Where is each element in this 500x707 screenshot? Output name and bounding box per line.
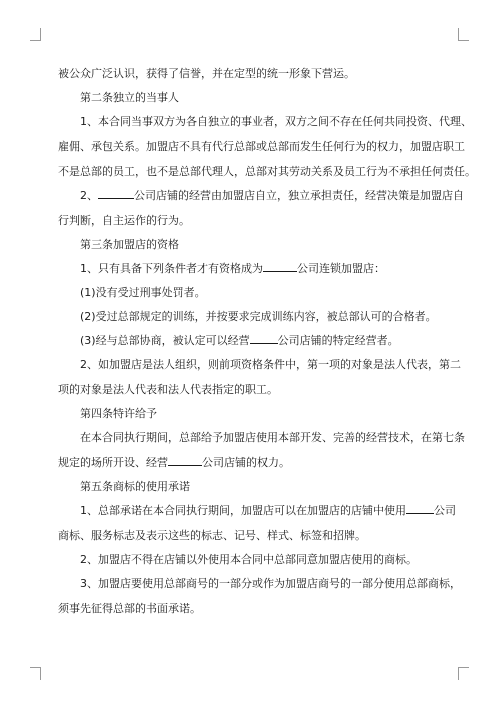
- paragraph-text: 2、如加盟店是法人组织，则前项资格条件中，第一项的对象是法人代表，第二: [80, 358, 461, 371]
- paragraph-text: 1、总部承诺在本合同执行期间，加盟店可以在加盟店的店铺中使用: [80, 504, 406, 517]
- section-heading-article-3: 第三条加盟店的资格: [80, 238, 179, 251]
- paragraph-text: 商标、服务标志及表示这些的标志、记号、样式、标签和招牌。: [58, 529, 366, 542]
- crop-mark-top-left: [30, 28, 41, 41]
- paragraph-text: 在本合同执行期间，总部给予加盟店使用本部开发、完善的经营技术，在第七条: [80, 431, 465, 444]
- paragraph-text: 3、加盟店要使用总部商号的一部分或作为加盟店商号的一部分使用总部商标，: [80, 577, 461, 590]
- paragraph-text: 公司店铺的特定经营者。: [277, 334, 399, 347]
- section-heading-article-4: 第四条特许给予: [80, 407, 157, 420]
- paragraph-text: 1、只有具备下列条件者才有资格成为: [80, 262, 263, 275]
- paragraph-text: 雇佣、承包关系。加盟店不具有代行总部或总部而发生任何行为的权力，加盟店职工: [58, 140, 465, 153]
- paragraph-text: 公司店铺的权力。: [202, 456, 290, 469]
- list-item: (2)受过总部规定的训练，并按要求完成训练内容，被总部认可的合格者。: [80, 310, 437, 323]
- paragraph-text: 公司连锁加盟店：: [297, 262, 385, 275]
- fill-in-blank: [168, 455, 202, 466]
- paragraph-text: 项的对象是法人代表和法人代表指定的职工。: [58, 383, 278, 396]
- paragraph-text: 公司店铺的经营由加盟店自立，独立承担责任，经营决策是加盟店自: [134, 189, 464, 202]
- fill-in-blank: [250, 333, 278, 344]
- paragraph-text: 不是总部的员工，也不是总部代理人，总部对其劳动关系及员工行为不承担任何责任。: [58, 165, 476, 178]
- paragraph-text: 规定的场所开设、经营: [58, 456, 168, 469]
- crop-mark-top-right: [458, 28, 469, 41]
- list-item-with-blank: [58, 333, 450, 348]
- paragraph-text: (3)经与总部协商，被认定可以经营: [80, 334, 250, 347]
- list-item: (1)没有受过刑事处罚者。: [80, 286, 206, 299]
- paragraph-with-blank: [58, 261, 450, 276]
- crop-mark-bottom-right: [458, 667, 469, 680]
- section-heading-article-2: 第二条独立的当事人: [80, 91, 179, 104]
- paragraph-text: 2、加盟店不得在店铺以外使用本合同中总部同意加盟店使用的商标。: [80, 553, 417, 566]
- paragraph-text: 行判断，自主运作的行为。: [58, 214, 190, 227]
- clause-number: 2、: [80, 189, 98, 202]
- document-body: [58, 66, 476, 616]
- fill-in-blank: [98, 188, 134, 199]
- paragraph-text: 公司: [434, 504, 456, 517]
- paragraph-text: 须事先征得总部的书面承诺。: [58, 602, 201, 615]
- paragraph-with-blank: [58, 455, 450, 470]
- fill-in-blank: [406, 503, 434, 514]
- section-heading-article-5: 第五条商标的使用承诺: [80, 480, 190, 493]
- crop-mark-bottom-left: [30, 667, 41, 680]
- paragraph-with-blank: [58, 503, 456, 518]
- paragraph-text: 1、本合同当事双方为各自独立的事业者，双方之间不存在任何共同投资、代理、: [80, 115, 472, 128]
- fill-in-blank: [263, 261, 297, 272]
- paragraph-text: 被公众广泛认识，获得了信誉，并在定型的统一形象下营运。: [58, 67, 355, 80]
- paragraph-with-blank: [58, 188, 464, 203]
